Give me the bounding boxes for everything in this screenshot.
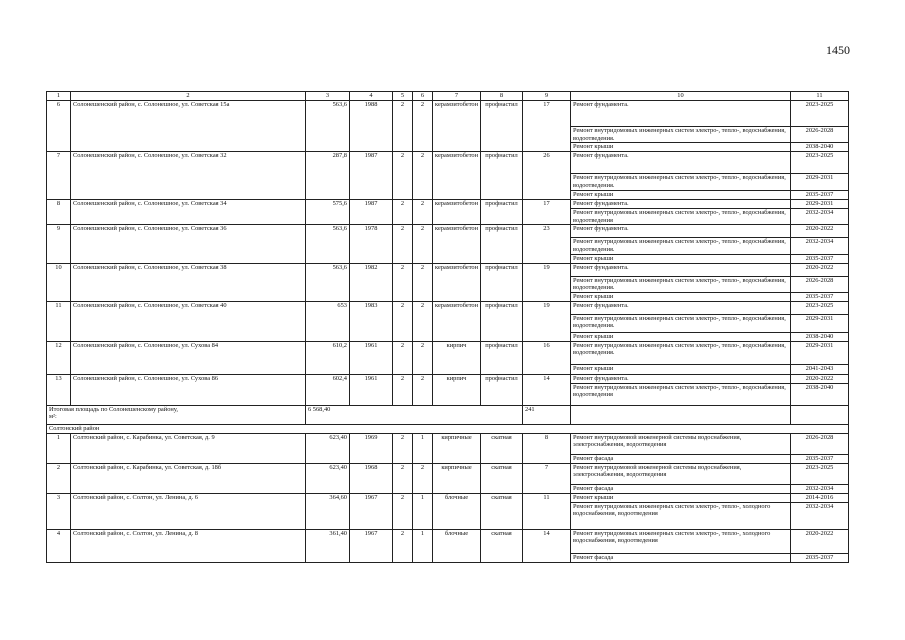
work-period-cell: 2020-2022 [791,529,849,553]
address-cell: Солонешенский район, с. Солонешное, ул. Советская 36 [71,225,306,263]
address-cell: Солонешенский район, с. Солонешное, ул. Сухова 86 [71,374,306,405]
work-name-cell: Ремонт внутридомовых инженерных систем электро-, тепло-, холодного водоснабжения, водоотведения [571,502,791,529]
area-cell: 563,6 [306,263,350,301]
address-cell: Солтонский район, с. Солтон, ул. Ленина, д. 8 [71,529,306,562]
row-number: 12 [47,341,71,374]
entrances-cell: 2 [413,200,433,225]
table-row [47,225,849,238]
work-period-cell: 2023-2025 [791,463,849,484]
entrances-cell: 1 [413,529,433,562]
table-body [47,92,849,563]
address-cell: Солонешенский район, с. Солонешное, ул. Сухова 84 [71,341,306,374]
floors-cell: 2 [393,263,413,301]
entrances-cell: 2 [413,341,433,374]
roof-cell: профнастил [481,263,523,301]
roof-cell: профнастил [481,374,523,405]
apartments-cell: 11 [523,493,571,529]
entrances-cell: 2 [413,225,433,263]
work-period-cell: 2035-2037 [791,191,849,200]
walls-cell: керамзитобетон [433,263,481,301]
work-period-cell: 2035-2037 [791,454,849,463]
work-name-cell: Ремонт фасада [571,454,791,463]
area-cell: 602,4 [306,374,350,405]
row-number: 9 [47,225,71,263]
year-cell: 1988 [350,101,393,152]
empty-cell [791,405,849,424]
table-row [47,263,849,276]
header-row [47,92,849,101]
entrances-cell: 2 [413,101,433,152]
work-period-cell: 2032-2034 [791,238,849,254]
entrances-cell: 1 [413,493,433,529]
work-period-cell: 2041-2043 [791,364,849,374]
work-name-cell: Ремонт фундамента. [571,301,791,314]
work-name-cell: Ремонт крыши [571,332,791,341]
total-area: 6 568,40 [306,405,523,424]
row-number: 1 [47,433,71,463]
work-period-cell: 2029-2031 [791,200,849,209]
floors-cell: 2 [393,341,413,374]
column-number: 5 [393,92,413,101]
address-cell: Солтонский район, с. Карабинка, ул. Советская, д. 9 [71,433,306,463]
roof-cell: скатная [481,463,523,493]
work-period-cell: 2023-2025 [791,101,849,127]
roof-cell: профнастил [481,301,523,341]
work-period-cell: 2038-2040 [791,383,849,405]
column-number: 6 [413,92,433,101]
work-name-cell: Ремонт крыши [571,143,791,152]
table-row [47,433,849,454]
table-row [47,463,849,484]
roof-cell: профнастил [481,152,523,200]
apartments-cell: 8 [523,433,571,463]
area-cell: 364,60 [306,493,350,529]
walls-cell: керамзитобетон [433,101,481,152]
entrances-cell: 2 [413,374,433,405]
work-name-cell: Ремонт внутридомовых инженерных систем электро-, тепло-, водоснабжения, водоотведения [571,383,791,405]
row-number: 11 [47,301,71,341]
address-cell: Солонешенский район, с. Солонешное, ул. Советская 34 [71,200,306,225]
apartments-cell: 23 [523,225,571,263]
area-cell: 623,40 [306,433,350,463]
roof-cell: профнастил [481,200,523,225]
address-cell: Солтонский район, с. Солтон, ул. Ленина, д. 6 [71,493,306,529]
work-name-cell: Ремонт внутридомовых инженерных систем электро-, тепло-, холодного водоснабжения, водоотведения [571,529,791,553]
work-name-cell: Ремонт внутридомовых инженерных систем электро-, тепло-, водоснабжения, водоотведения. [571,127,791,143]
row-number: 2 [47,463,71,493]
area-cell: 563,6 [306,101,350,152]
address-cell: Солонешенский район, с. Солонешное, ул. Советская 32 [71,152,306,200]
year-cell: 1982 [350,263,393,301]
work-period-cell: 2029-2031 [791,341,849,364]
area-cell: 575,6 [306,200,350,225]
work-name-cell: Ремонт внутридомовых инженерных систем электро-, тепло-, водоснабжения, водоотведения. [571,238,791,254]
work-name-cell: Ремонт фасада [571,553,791,562]
table-row [47,341,849,364]
row-number: 10 [47,263,71,301]
apartments-cell: 17 [523,200,571,225]
walls-cell: керамзитобетон [433,225,481,263]
year-cell: 1969 [350,433,393,463]
work-name-cell: Ремонт крыши [571,254,791,263]
work-name-cell: Ремонт фасада [571,484,791,493]
work-period-cell: 2020-2022 [791,374,849,383]
table-row [47,374,849,383]
entrances-cell: 2 [413,152,433,200]
work-period-cell: 2038-2040 [791,143,849,152]
work-period-cell: 2038-2040 [791,332,849,341]
area-cell: 287,8 [306,152,350,200]
apartments-cell: 16 [523,341,571,374]
entrances-cell: 2 [413,263,433,301]
row-number: 8 [47,200,71,225]
walls-cell: блочные [433,529,481,562]
row-number: 13 [47,374,71,405]
floors-cell: 2 [393,374,413,405]
work-period-cell: 2035-2037 [791,553,849,562]
total-row [47,405,849,424]
walls-cell: керамзитобетон [433,301,481,341]
entrances-cell: 1 [413,433,433,463]
apartments-cell: 26 [523,152,571,200]
column-number: 10 [571,92,791,101]
column-number: 9 [523,92,571,101]
work-name-cell: Ремонт крыши [571,292,791,301]
work-period-cell: 2035-2037 [791,292,849,301]
total-apartments: 241 [523,405,571,424]
walls-cell: кирпичные [433,433,481,463]
work-period-cell: 2032-2034 [791,502,849,529]
roof-cell: скатная [481,433,523,463]
area-cell: 610,2 [306,341,350,374]
walls-cell: керамзитобетон [433,200,481,225]
work-period-cell: 2026-2028 [791,127,849,143]
year-cell: 1967 [350,493,393,529]
table-row [47,301,849,314]
address-cell: Солонешенский район, с. Солонешное, ул. Советская 15а [71,101,306,152]
work-period-cell: 2014-2016 [791,493,849,502]
table-row [47,200,849,209]
work-name-cell: Ремонт внутридомовой инженерной системы водоснабжения, электроснабжения, водоотведения [571,433,791,454]
work-name-cell: Ремонт внутридомовых инженерных систем электро-, тепло-, водоснабжения, водоотведения. [571,314,791,332]
column-number: 8 [481,92,523,101]
year-cell: 1987 [350,152,393,200]
floors-cell: 2 [393,463,413,493]
area-cell: 361,40 [306,529,350,562]
total-label: Итоговая площадь по Солонешенскому району, м²: [47,405,306,424]
work-name-cell: Ремонт фундамента. [571,200,791,209]
year-cell: 1978 [350,225,393,263]
table-row [47,101,849,127]
work-name-cell: Ремонт фундамента. [571,152,791,174]
apartments-cell: 17 [523,101,571,152]
work-name-cell: Ремонт фундамента. [571,101,791,127]
column-number: 4 [350,92,393,101]
roof-cell: профнастил [481,225,523,263]
year-cell: 1961 [350,341,393,374]
floors-cell: 2 [393,529,413,562]
work-name-cell: Ремонт внутридомовых инженерных систем электро-, тепло-, водоснабжения, водоотведения. [571,341,791,364]
row-number: 7 [47,152,71,200]
year-cell: 1983 [350,301,393,341]
floors-cell: 2 [393,152,413,200]
work-name-cell: Ремонт фундамента. [571,225,791,238]
work-name-cell: Ремонт фундамента. [571,374,791,383]
walls-cell: кирпич [433,374,481,405]
empty-cell [571,405,791,424]
floors-cell: 2 [393,433,413,463]
work-period-cell: 2032-2034 [791,484,849,493]
apartments-cell: 14 [523,529,571,562]
year-cell: 1968 [350,463,393,493]
work-period-cell: 2029-2031 [791,314,849,332]
walls-cell: кирпич [433,341,481,374]
floors-cell: 2 [393,493,413,529]
work-period-cell: 2026-2028 [791,433,849,454]
walls-cell: блочные [433,493,481,529]
work-name-cell: Ремонт крыши [571,493,791,502]
row-number: 4 [47,529,71,562]
entrances-cell: 2 [413,301,433,341]
walls-cell: керамзитобетон [433,152,481,200]
walls-cell: кирпичные [433,463,481,493]
repair-schedule-table [46,91,849,563]
apartments-cell: 7 [523,463,571,493]
work-name-cell: Ремонт внутридомовых инженерных систем электро-, тепло-, водоснабжения, водоотведения. [571,174,791,191]
column-number: 3 [306,92,350,101]
floors-cell: 2 [393,200,413,225]
work-name-cell: Ремонт крыши [571,364,791,374]
work-period-cell: 2020-2022 [791,263,849,276]
year-cell: 1987 [350,200,393,225]
floors-cell: 2 [393,301,413,341]
work-period-cell: 2035-2037 [791,254,849,263]
column-number: 7 [433,92,481,101]
apartments-cell: 19 [523,263,571,301]
district-row [47,424,849,433]
column-number: 11 [791,92,849,101]
district-title: Солтонский район [47,424,849,433]
roof-cell: профнастил [481,341,523,374]
roof-cell: скатная [481,529,523,562]
work-name-cell: Ремонт крыши [571,191,791,200]
roof-cell: профнастил [481,101,523,152]
address-cell: Солтонский район, с. Карабинка, ул. Советская, д. 18б [71,463,306,493]
area-cell: 563,6 [306,225,350,263]
row-number: 3 [47,493,71,529]
column-number: 1 [47,92,71,101]
apartments-cell: 19 [523,301,571,341]
work-name-cell: Ремонт внутридомовой инженерной системы водоснабжения, электроснабжения, водоотведения [571,463,791,484]
page-number: 1450 [826,43,850,57]
row-number: 6 [47,101,71,152]
roof-cell: скатная [481,493,523,529]
table-row [47,152,849,174]
table-row [47,493,849,502]
area-cell: 623,40 [306,463,350,493]
work-name-cell: Ремонт фундамента. [571,263,791,276]
floors-cell: 2 [393,225,413,263]
work-period-cell: 2020-2022 [791,225,849,238]
entrances-cell: 2 [413,463,433,493]
table-row [47,529,849,553]
year-cell: 1961 [350,374,393,405]
work-period-cell: 2023-2025 [791,152,849,174]
work-period-cell: 2026-2028 [791,276,849,292]
address-cell: Солонешенский район, с. Солонешное, ул. Советская 40 [71,301,306,341]
work-period-cell: 2023-2025 [791,301,849,314]
column-number: 2 [71,92,306,101]
work-name-cell: Ремонт внутридомовых инженерных систем электро-, тепло-, водоснабжения, водоотведения [571,209,791,225]
work-name-cell: Ремонт внутридомовых инженерных систем электро-, тепло-, водоснабжения, водоотведения. [571,276,791,292]
area-cell: 653 [306,301,350,341]
work-period-cell: 2032-2034 [791,209,849,225]
floors-cell: 2 [393,101,413,152]
address-cell: Солонешенский район, с. Солонешное, ул. Советская 38 [71,263,306,301]
apartments-cell: 14 [523,374,571,405]
work-period-cell: 2029-2031 [791,174,849,191]
year-cell: 1967 [350,529,393,562]
